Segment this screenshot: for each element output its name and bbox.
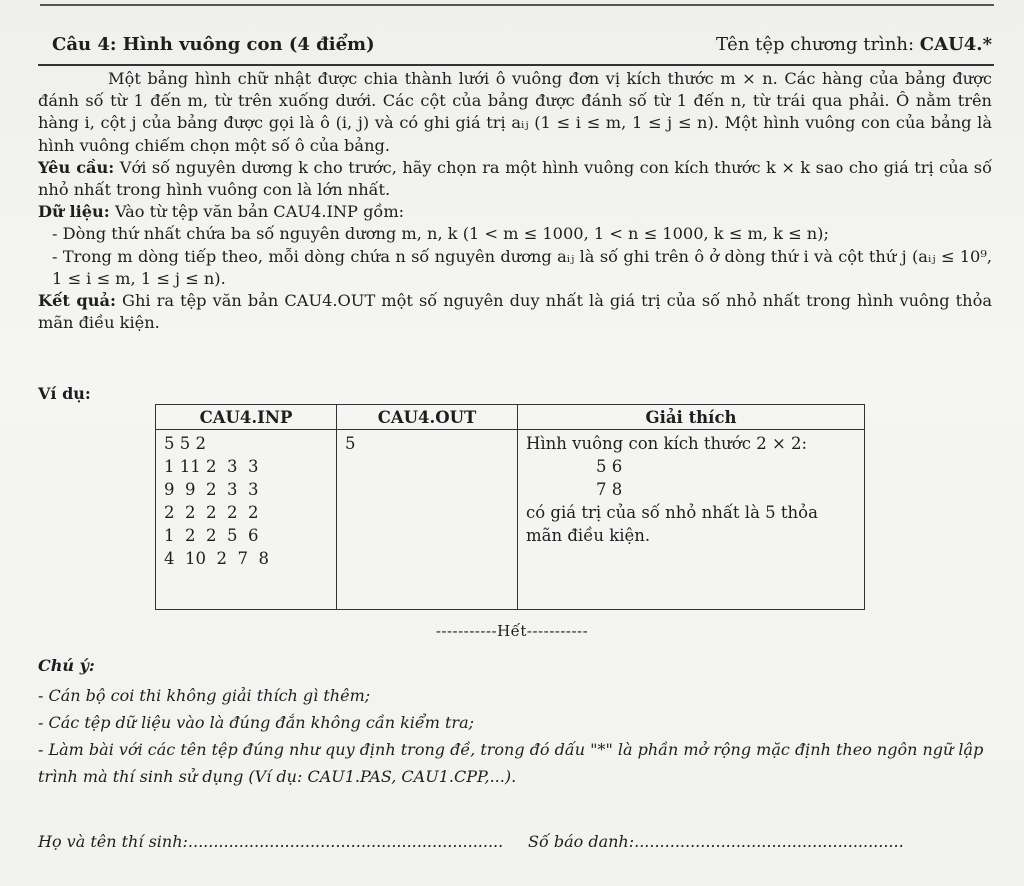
header-rule [38, 64, 994, 66]
end-mark: -----------Hết----------- [435, 622, 589, 640]
requirement-text: Với số nguyên dương k cho trước, hãy chọn ra một hình vuông con kích thước k × k sao cho giá trị của số nhỏ nhất trong hình vuông con là lớn nhất. [38, 157, 992, 200]
explanation-line-2: 5 6 [596, 457, 623, 476]
example-table [155, 404, 865, 610]
requirement-label: Yêu cầu: [38, 157, 115, 177]
note-2: - Các tệp dữ liệu vào là đúng đắn không cần kiểm tra; [38, 713, 475, 732]
output-text: Ghi ra tệp văn bản CAU4.OUT một số nguyên duy nhất là giá trị của số nhỏ nhất trong hình vuông thỏa mãn điều kiện. [38, 291, 992, 333]
input-line-1: - Dòng thứ nhất chứa ba số nguyên dương m, n, k (1 < m ≤ 1000, 1 < n ≤ 1000, k ≤ m, k ≤ n); [52, 224, 829, 244]
inp-line: 1 2 2 5 6 [164, 526, 259, 545]
candidate-id-dots: ..................................................... [634, 832, 904, 851]
program-filename [716, 34, 992, 55]
header-out: CAU4.OUT [337, 405, 518, 430]
inp-line: 1 11 2 3 3 [164, 457, 259, 476]
inp-line: 9 9 2 3 3 [164, 480, 259, 499]
input-label: Dữ liệu: [38, 202, 110, 222]
inp-line: 4 10 2 7 8 [164, 549, 269, 568]
explanation-line-4: có giá trị của số nhỏ nhất là 5 thỏa mãn điều kiện. [526, 503, 818, 545]
top-rule [40, 4, 994, 6]
note-1: - Cán bộ coi thi không giải thích gì thêm; [38, 686, 371, 705]
example-table-header [156, 405, 865, 430]
problem-statement [38, 68, 992, 334]
candidate-name-label: Họ và tên thí sinh: [38, 832, 188, 851]
inp-line: 5 5 2 [164, 434, 206, 453]
candidate-footer [38, 832, 992, 858]
input-text: Vào từ tệp văn bản CAU4.INP gồm: [109, 202, 405, 222]
out-value: 5 [345, 434, 356, 453]
requirement-paragraph [38, 157, 992, 201]
explanation-line-1: Hình vuông con kích thước 2 × 2: [526, 434, 808, 453]
note-3: - Làm bài với các tên tệp đúng như quy định trong đề, trong đó dấu "*" là phần mở rộng mặc định theo ngôn ngữ lập trình mà thí sinh sử dụng (Ví dụ: CAU1.PAS, CAU1.CPP,...). [38, 740, 984, 786]
filename-value: CAU4.* [919, 34, 992, 55]
out-cell [337, 430, 518, 610]
filename-label: Tên tệp chương trình: [716, 34, 920, 55]
explanation-cell [518, 430, 865, 610]
candidate-id-field [528, 832, 904, 851]
header-inp: CAU4.INP [156, 405, 337, 430]
candidate-name-dots: .............................................................. [187, 832, 504, 851]
input-paragraph [38, 201, 992, 223]
output-label: Kết quả: [38, 291, 116, 311]
notes-title: Chú ý: [38, 656, 95, 675]
inp-cell [156, 430, 337, 610]
example-label: Ví dụ: [38, 384, 91, 403]
question-header [52, 34, 992, 62]
intro-paragraph: Một bảng hình chữ nhật được chia thành lưới ô vuông đơn vị kích thước m × n. Các hàng của bảng được đánh số từ 1 đến m, từ trên xuống dưới. Các cột của bảng được đánh số từ 1 đến n, từ trái qua phải. Ô nằm trên hàng i, cột j của bảng được gọi là ô (i, j) và có ghi giá trị aᵢⱼ (1 ≤ i ≤ m, 1 ≤ j ≤ n). Một hình vuông con của bảng là hình vuông chiếm chọn một số ô của bảng. [38, 69, 992, 155]
output-paragraph [38, 290, 992, 334]
question-title: Câu 4: Hình vuông con (4 điểm) [52, 34, 375, 55]
candidate-name-field [38, 832, 503, 851]
example-table-row [156, 430, 865, 610]
header-explanation: Giải thích [518, 405, 865, 430]
explanation-line-3: 7 8 [596, 480, 623, 499]
input-line-2: - Trong m dòng tiếp theo, mỗi dòng chứa n số nguyên dương aᵢⱼ là số ghi trên ô ở dòng thứ i và cột thứ j (aᵢⱼ ≤ 10⁹, 1 ≤ i ≤ m, 1 ≤ j ≤ n). [52, 246, 992, 288]
candidate-id-label: Số báo danh: [528, 832, 635, 851]
notes-section [38, 652, 992, 790]
inp-line: 2 2 2 2 2 [164, 503, 259, 522]
